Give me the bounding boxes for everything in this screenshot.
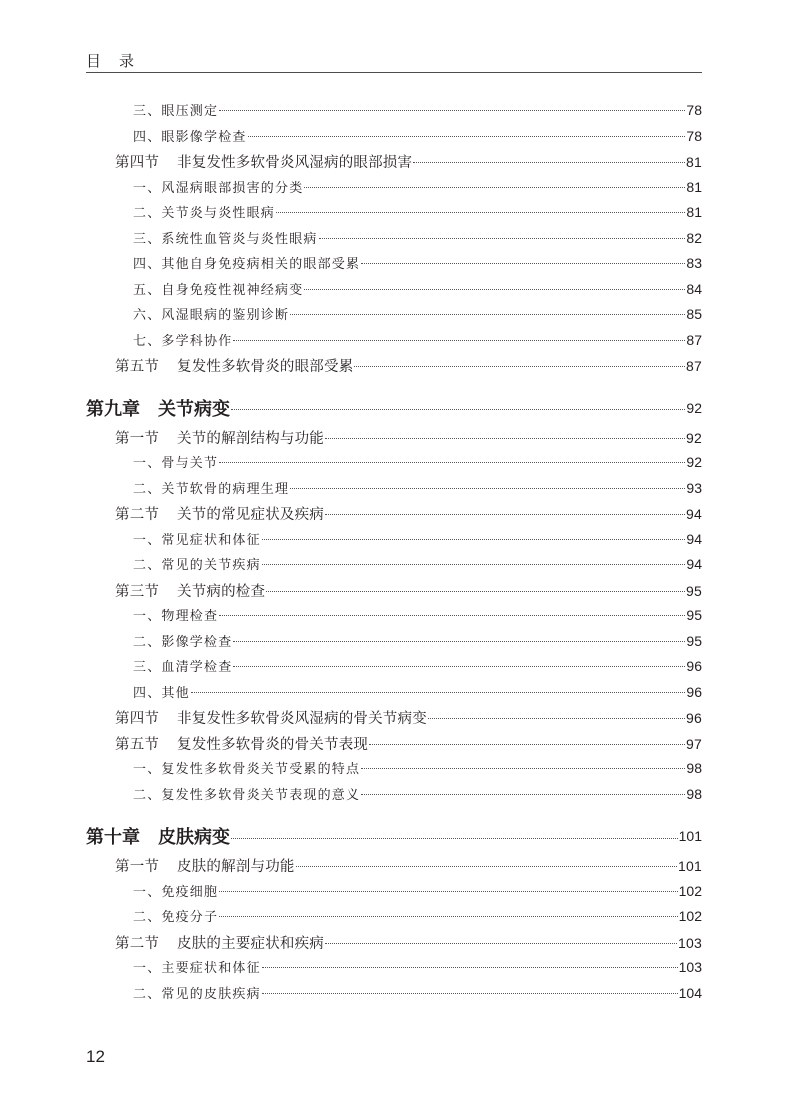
toc-item-label: 二、免疫分子 — [133, 910, 219, 925]
toc-item-entry[interactable] — [86, 452, 702, 478]
toc-section-title: 复发性多软骨炎的眼部受累 — [177, 359, 354, 375]
toc-page-number: 101 — [678, 858, 702, 874]
dot-leader — [233, 666, 685, 667]
dot-leader — [325, 943, 677, 944]
toc-item-label: 四、眼影像学检查 — [133, 129, 247, 145]
toc-section-number: 第二节 — [115, 935, 160, 952]
toc-page-number: 83 — [686, 255, 702, 271]
dot-leader — [319, 238, 686, 239]
toc-item-entry[interactable] — [86, 906, 702, 932]
dot-leader — [428, 718, 685, 719]
toc-page-number: 94 — [686, 506, 702, 522]
toc-section-title: 复发性多软骨炎的骨关节表现 — [177, 736, 369, 753]
toc-item-entry[interactable] — [86, 279, 702, 305]
dot-leader — [369, 744, 685, 745]
toc-item-entry[interactable] — [86, 983, 702, 1009]
toc-section-number: 第五节 — [115, 736, 160, 753]
toc-section-label — [115, 855, 295, 876]
toc-item-label: 三、血清学检查 — [133, 660, 233, 675]
toc-page-number: 95 — [686, 607, 702, 623]
toc-item-entry[interactable] — [86, 957, 702, 983]
toc-page-number: 95 — [686, 582, 702, 599]
toc-section-entry[interactable] — [86, 355, 702, 381]
toc-item-label: 一、免疫细胞 — [133, 884, 219, 900]
toc-chapter-entry[interactable] — [86, 809, 702, 855]
toc-item-label: 七、多学科协作 — [133, 333, 233, 349]
toc-item-label: 二、复发性多软骨炎关节表现的意义 — [133, 787, 361, 803]
toc-item-entry[interactable] — [86, 330, 702, 356]
toc-page-number: 94 — [686, 530, 702, 547]
toc-page-number: 84 — [686, 280, 702, 297]
toc-page-number: 78 — [686, 127, 702, 144]
toc-section-number: 第四节 — [115, 155, 160, 171]
toc-item-entry[interactable] — [86, 228, 702, 254]
toc-section-title: 皮肤的解剖与功能 — [177, 859, 295, 875]
toc-item-entry[interactable] — [86, 304, 702, 330]
toc-item-label: 四、其他 — [133, 685, 190, 701]
toc-page-number: 85 — [686, 306, 702, 322]
toc-item-label: 二、影像学检查 — [133, 634, 233, 650]
toc-item-label: 二、关节软骨的病理生理 — [133, 481, 290, 497]
toc-section-label — [115, 151, 412, 172]
toc-page-number: 104 — [678, 984, 702, 1001]
toc-item-entry[interactable] — [86, 253, 702, 279]
toc-section-label — [115, 932, 324, 953]
toc-page-number: 81 — [686, 178, 702, 195]
dot-leader — [304, 187, 685, 188]
dot-leader — [325, 514, 685, 515]
toc-item-entry[interactable] — [86, 100, 702, 126]
dot-leader — [219, 916, 677, 917]
toc-chapter-label — [86, 823, 230, 849]
dot-leader — [290, 314, 685, 315]
dot-leader — [219, 462, 685, 463]
dot-leader — [262, 993, 678, 994]
toc-page-number: 96 — [686, 710, 702, 726]
dot-leader — [354, 366, 685, 367]
toc-section-number: 第二节 — [115, 507, 160, 523]
dot-leader — [233, 340, 685, 341]
table-of-contents — [86, 100, 702, 1008]
dot-leader — [219, 110, 685, 111]
dot-leader — [361, 263, 685, 264]
toc-item-entry[interactable] — [86, 784, 702, 810]
toc-item-label: 二、常见的关节疾病 — [133, 558, 261, 573]
toc-page-number: 87 — [686, 358, 702, 374]
dot-leader — [361, 768, 685, 769]
toc-item-label: 一、骨与关节 — [133, 456, 219, 471]
toc-item-label: 四、其他自身免疫病相关的眼部受累 — [133, 257, 361, 272]
toc-section-number: 第一节 — [115, 430, 160, 447]
dot-leader — [413, 162, 685, 163]
toc-chapter-label — [86, 395, 230, 421]
toc-page-number: 87 — [686, 331, 702, 348]
toc-section-number: 第一节 — [115, 859, 160, 875]
toc-section-title: 非复发性多软骨炎风湿病的眼部损害 — [177, 155, 413, 171]
toc-section-entry[interactable] — [86, 503, 702, 529]
dot-leader — [219, 891, 677, 892]
toc-section-title: 非复发性多软骨炎风湿病的骨关节病变 — [177, 711, 427, 727]
toc-item-entry[interactable] — [86, 881, 702, 907]
header-rule — [86, 72, 702, 73]
toc-item-label: 五、自身免疫性视神经病变 — [133, 282, 304, 298]
toc-section-label — [115, 580, 265, 601]
toc-page-number: 94 — [686, 556, 702, 572]
running-header-title: 目录 — [86, 52, 153, 70]
toc-section-entry[interactable] — [86, 855, 702, 881]
toc-page-number: 81 — [686, 154, 702, 170]
dot-leader — [296, 866, 677, 867]
dot-leader — [290, 488, 685, 489]
toc-page-number: 92 — [686, 399, 702, 416]
toc-section-title: 关节病的检查 — [177, 583, 266, 600]
toc-item-entry[interactable] — [86, 126, 702, 152]
toc-item-entry[interactable] — [86, 631, 702, 657]
toc-page-number: 96 — [686, 683, 702, 700]
toc-section-number: 第四节 — [115, 711, 160, 727]
toc-item-entry[interactable] — [86, 758, 702, 784]
toc-item-entry[interactable] — [86, 478, 702, 504]
toc-page-number: 101 — [678, 828, 702, 844]
dot-leader — [276, 212, 685, 213]
page-number: 12 — [86, 1047, 105, 1066]
toc-item-label: 一、物理检查 — [133, 609, 219, 624]
toc-section-label — [115, 355, 353, 376]
dot-leader — [233, 641, 685, 642]
toc-page-number: 102 — [678, 882, 702, 899]
dot-leader — [231, 409, 685, 410]
toc-item-entry[interactable] — [86, 605, 702, 631]
toc-item-label: 二、关节炎与炎性眼病 — [133, 206, 276, 221]
toc-item-entry[interactable] — [86, 554, 702, 580]
toc-chapter-number: 第九章 — [86, 398, 140, 420]
toc-page-number: 95 — [686, 632, 702, 649]
dot-leader — [219, 615, 685, 616]
dot-leader — [248, 136, 686, 137]
toc-section-entry[interactable] — [86, 427, 702, 453]
toc-page-number: 82 — [686, 229, 702, 246]
dot-leader — [231, 838, 678, 839]
toc-item-label: 一、常见症状和体征 — [133, 532, 261, 548]
toc-page-number: 78 — [686, 102, 702, 118]
toc-section-title: 皮肤的主要症状和疾病 — [177, 935, 324, 952]
toc-item-label: 二、常见的皮肤疾病 — [133, 986, 261, 1002]
dot-leader — [262, 967, 678, 968]
toc-item-entry[interactable] — [86, 656, 702, 682]
toc-section-entry[interactable] — [86, 580, 702, 606]
dot-leader — [304, 289, 685, 290]
toc-page-number: 92 — [686, 454, 702, 470]
dot-leader — [262, 564, 686, 565]
toc-page-number: 96 — [686, 658, 702, 674]
toc-section-entry[interactable] — [86, 932, 702, 958]
toc-page-number: 93 — [686, 479, 702, 496]
toc-section-label — [115, 733, 368, 754]
toc-page-number: 81 — [686, 204, 702, 220]
toc-page-number: 102 — [678, 908, 702, 924]
toc-item-entry[interactable] — [86, 682, 702, 708]
toc-section-label — [115, 503, 324, 524]
toc-chapter-number: 第十章 — [86, 827, 140, 848]
toc-chapter-title: 皮肤病变 — [158, 827, 230, 848]
toc-page-number: 103 — [678, 934, 702, 951]
dot-leader — [191, 692, 686, 693]
toc-item-label: 一、主要症状和体征 — [133, 961, 261, 976]
toc-section-entry[interactable] — [86, 151, 702, 177]
dot-leader — [262, 539, 686, 540]
toc-section-entry[interactable] — [86, 707, 702, 733]
toc-item-label: 六、风湿眼病的鉴别诊断 — [133, 308, 290, 323]
toc-section-number: 第三节 — [115, 583, 160, 600]
dot-leader — [361, 794, 685, 795]
toc-section-number: 第五节 — [115, 359, 160, 375]
toc-page-number: 92 — [686, 429, 702, 446]
toc-item-label: 一、风湿病眼部损害的分类 — [133, 180, 304, 196]
toc-section-label — [115, 707, 427, 728]
toc-section-title: 关节的常见症状及疾病 — [177, 507, 324, 523]
toc-page-number: 97 — [686, 735, 702, 752]
toc-item-entry[interactable] — [86, 202, 702, 228]
toc-chapter-entry[interactable] — [86, 381, 702, 427]
toc-item-label: 三、眼压测定 — [133, 104, 219, 119]
toc-page-number: 98 — [686, 785, 702, 802]
toc-item-label: 一、复发性多软骨炎关节受累的特点 — [133, 762, 361, 777]
toc-item-entry[interactable] — [86, 529, 702, 555]
toc-section-entry[interactable] — [86, 733, 702, 759]
dot-leader — [266, 591, 685, 592]
toc-chapter-title: 关节病变 — [158, 398, 230, 420]
toc-page-number: 103 — [678, 959, 702, 975]
toc-section-title: 关节的解剖结构与功能 — [177, 430, 324, 447]
toc-page-number: 98 — [686, 760, 702, 776]
toc-section-label — [115, 427, 324, 448]
dot-leader — [325, 438, 685, 439]
toc-item-entry[interactable] — [86, 177, 702, 203]
toc-item-label: 三、系统性血管炎与炎性眼病 — [133, 231, 318, 247]
